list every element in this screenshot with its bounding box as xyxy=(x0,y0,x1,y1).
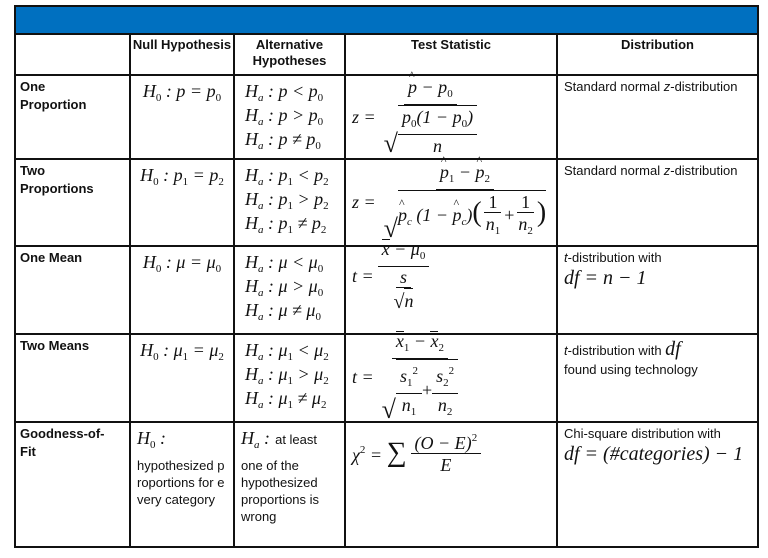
test-statistic-formula: $\chi^2$ = ∑ $\frac{(O - E)^2}{E}$ xyxy=(345,422,557,547)
null-hypothesis: $H_0$ : $p = p_0$ xyxy=(130,75,234,159)
degrees-of-freedom: df = (#categories) − 1 xyxy=(564,443,744,465)
distribution: t-distribution with df found using technology xyxy=(557,334,758,422)
header-blank xyxy=(15,34,130,75)
null-hypothesis: $H_0$ : $p_1 = p_2$ xyxy=(130,159,234,246)
test-statistic-formula: z = ^ $p_1$ − ^ $p_2$ √ ^ $p_c$ (1 − ^ $p_c$)( $\frac{1}{n_1}$ + $\frac{1}{n_2}$ ) xyxy=(345,159,557,246)
row-label-two-means: Two Means xyxy=(15,334,130,422)
hypothesis-test-summary-table xyxy=(14,5,759,548)
test-statistic-formula: z = ^ $p - p_0$ √ $\frac{p_0(1 - p_0)}{n}$ xyxy=(345,75,557,159)
table-row xyxy=(15,159,758,246)
table-row xyxy=(15,422,758,547)
table-banner xyxy=(15,6,758,34)
row-label-goodness-of-fit: Goodness-of- Fit xyxy=(15,422,130,547)
header-alternative-hypotheses: Alternative Hypotheses xyxy=(234,34,345,75)
row-label-one-proportion: One Proportion xyxy=(15,75,130,159)
row-label-two-proportions: Two Proportions xyxy=(15,159,130,246)
row-label-one-mean: One Mean xyxy=(15,246,130,334)
alternative-hypotheses: $H_a$ : $p_1 < p_2$ $H_a$ : $p_1 > p_2$ $H_a$ : $p_1 \ne p_2$ xyxy=(234,159,345,246)
header-test-statistic: Test Statistic xyxy=(345,34,557,75)
test-statistic-formula: t = $x - \mu_0$ s √ n xyxy=(345,246,557,334)
table-row xyxy=(15,246,758,334)
table-row xyxy=(15,75,758,159)
distribution: t-distribution with df = n − 1 xyxy=(557,246,758,334)
null-hypothesis: $H_0$ : $\mu = \mu_0$ xyxy=(130,246,234,334)
header-null-hypothesis: Null Hypothesis xyxy=(130,34,234,75)
alternative-hypotheses: $H_a$ : at least one of the hypothesized proportions is wrong xyxy=(234,422,345,547)
alternative-hypotheses: $H_a$ : $\mu < \mu_0$ $H_a$ : $\mu > \mu_0$ $H_a$ : $\mu \ne \mu_0$ xyxy=(234,246,345,334)
table-row xyxy=(15,334,758,422)
distribution: Standard normal z-distribution xyxy=(557,75,758,159)
null-hypothesis: $H_0$ : $\mu_1 = \mu_2$ xyxy=(130,334,234,422)
distribution: Standard normal z-distribution xyxy=(557,159,758,246)
header-distribution: Distribution xyxy=(557,34,758,75)
header-row xyxy=(15,34,758,75)
alternative-hypotheses: $H_a$ : $p < p_0$ $H_a$ : $p > p_0$ $H_a$ : $p \ne p_0$ xyxy=(234,75,345,159)
alternative-hypotheses: $H_a$ : $\mu_1 < \mu_2$ $H_a$ : $\mu_1 > \mu_2$ $H_a$ : $\mu_1 \ne \mu_2$ xyxy=(234,334,345,422)
degrees-of-freedom: df = n − 1 xyxy=(564,267,647,289)
test-statistic-formula: t = $x_1 - x_2$ √ $\frac{s_1^2}{n_1}$ + $\frac{s_2^2}{n_2}$ xyxy=(345,334,557,422)
distribution: Chi-square distribution with df = (#categories) − 1 xyxy=(557,422,758,547)
null-hypothesis: $H_0$ : hypothesized proportions for every category xyxy=(130,422,234,547)
